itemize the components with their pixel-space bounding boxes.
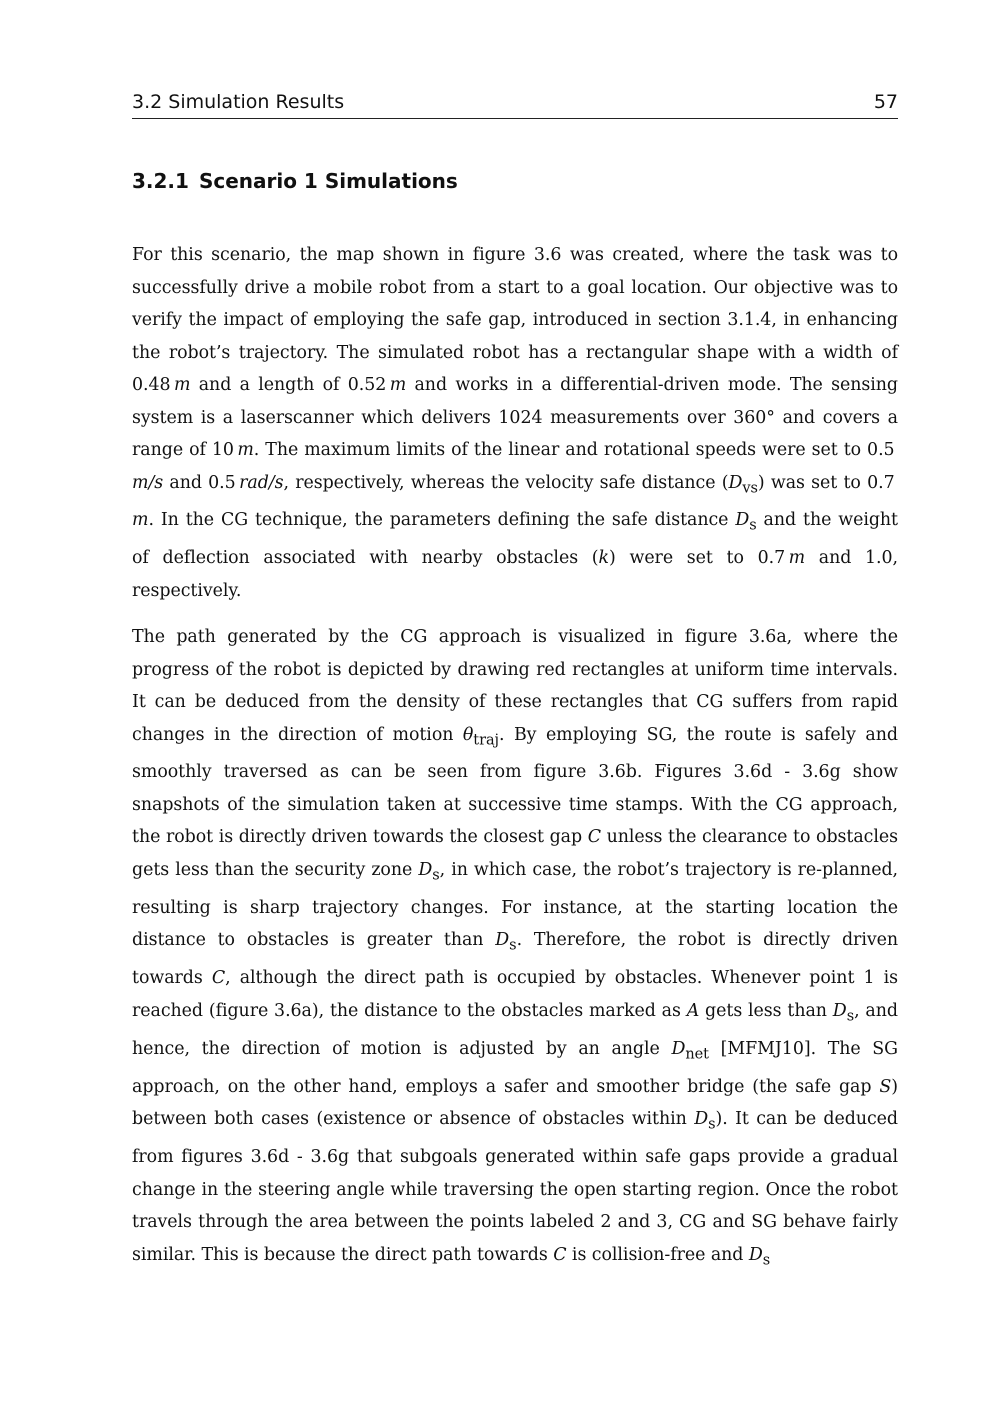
symbol-D: D xyxy=(728,472,743,493)
symbol-D: D xyxy=(495,930,510,951)
subsection-number: 3.2.1 xyxy=(132,169,189,193)
symbol-gap-C: C xyxy=(211,968,226,989)
subscript: s xyxy=(509,937,517,954)
unit-meter: m xyxy=(237,440,254,460)
subsection-heading xyxy=(132,166,458,196)
text-run: , respectively, whereas the velocity safe distance ( xyxy=(283,472,729,493)
text-run: and works in a differential-driven mode. The sensing system is a laserscanner which delivers 1024 measurements over 360° and covers a range of 10 xyxy=(132,375,904,460)
unit-speed: m/s xyxy=(132,472,164,493)
unit-meter: m xyxy=(132,510,149,531)
subscript: s xyxy=(846,1008,855,1025)
subscript: vs xyxy=(742,479,758,496)
text-run: [MFMJ10]. The SG approach, on the other hand, employs a safer and smoother bridge (the safe gap xyxy=(132,1038,904,1097)
text-run: . The maximum limits of the linear and rotational speeds were set to 0.5 xyxy=(253,440,898,460)
symbol-safe-gap-S: S xyxy=(879,1076,892,1097)
subscript: s xyxy=(749,517,757,534)
text-run: ) were set to 0.7 xyxy=(609,548,789,569)
subscript: traj xyxy=(473,731,499,748)
unit-angular-speed: rad/s xyxy=(239,472,284,493)
unit-meter: m xyxy=(173,375,191,395)
text-run: , in which case, the robot’s trajectory is re-planned, resulting is sharp trajectory changes. For instance, at the starting location the distance to obstacles is greater than xyxy=(132,859,904,951)
subsection-title: Scenario 1 Simulations xyxy=(198,169,458,193)
text-run: . In the CG technique, the parameters defining the safe distance xyxy=(148,510,736,531)
running-header-section: 3.2 Simulation Results xyxy=(132,91,345,113)
text-run: and a length of 0.52 xyxy=(190,375,390,395)
symbol-D: D xyxy=(418,859,433,880)
running-header xyxy=(132,88,898,119)
symbol-gap-C: C xyxy=(587,827,601,848)
text-run: . Therefore, the robot is directly driven towards xyxy=(132,930,904,989)
text-run: gets less than xyxy=(699,1000,833,1021)
page-number: 57 xyxy=(873,91,898,113)
paragraph-cg-vs-sg xyxy=(132,621,904,1277)
text-run: and 1.0, respectively. xyxy=(132,548,904,601)
unit-meter: m xyxy=(788,548,806,569)
symbol-D: D xyxy=(748,1244,763,1265)
text-run: , and hence, the direction of motion is adjusted by an angle xyxy=(132,1000,904,1059)
paragraph-scenario-setup xyxy=(132,239,904,607)
text-run: and the weight of deflection associated with nearby obstacles ( xyxy=(132,510,904,569)
text-run: ) was set to 0.7 xyxy=(757,472,899,493)
subscript: s xyxy=(762,1252,771,1269)
symbol-theta: θ xyxy=(462,724,474,745)
symbol-D: D xyxy=(735,510,750,531)
text-run: ). It can be deduced from figures 3.6d - 3.6g that subgoals generated within safe gaps provide a gradual change in the steering angle while traversing the open starting region. Once the robot travels through the area between the points labeled 2 and 3, CG and SG behave fairly similar. This is because the direct path towards xyxy=(132,1109,904,1265)
symbol-D: D xyxy=(694,1109,709,1130)
text-run: unless the clearance to obstacles gets less than the security zone xyxy=(132,827,904,880)
text-run: For this scenario, the map shown in figure 3.6 was created, where the task was to successfully drive a mobile robot from a start to a goal location. Our objective was to verify the impact of employing the safe gap, introduced in section 3.1.4, in enhancing the robot’s trajectory. The simulated robot has a rectangular shape with a width of 0.48 xyxy=(132,245,904,395)
subscript: s xyxy=(432,867,440,884)
subscript: s xyxy=(708,1116,716,1133)
text-run: The path generated by the CG approach is visualized in figure 3.6a, where the progress of the robot is depicted by drawing red rectangles at uniform time intervals. It can be deduced from the density of these rectangles that CG suffers from rapid changes in the direction of motion xyxy=(132,627,904,745)
symbol-D: D xyxy=(671,1038,686,1059)
text-run: . By employing SG, the route is safely and smoothly traversed as can be seen from figure 3.6b. Figures 3.6d - 3.6g show snapshots of the simulation taken at successive time stamps. With the CG approach, the robot is directly driven towards the closest gap xyxy=(132,724,904,848)
text-run: and 0.5 xyxy=(163,472,240,493)
subscript: net xyxy=(685,1046,709,1063)
text-run: is collision-free and xyxy=(566,1244,749,1265)
text-run: , although the direct path is occupied by obstacles. Whenever point 1 is reached (figure 3.6a), the distance to the obstacles marked as xyxy=(132,968,904,1021)
symbol-D: D xyxy=(832,1000,847,1021)
unit-meter: m xyxy=(389,375,407,395)
symbol-A: A xyxy=(686,1000,700,1021)
symbol-gap-C: C xyxy=(553,1244,567,1265)
text-run: ) between both cases (existence or absence of obstacles within xyxy=(132,1076,904,1130)
symbol-k: k xyxy=(598,548,610,569)
